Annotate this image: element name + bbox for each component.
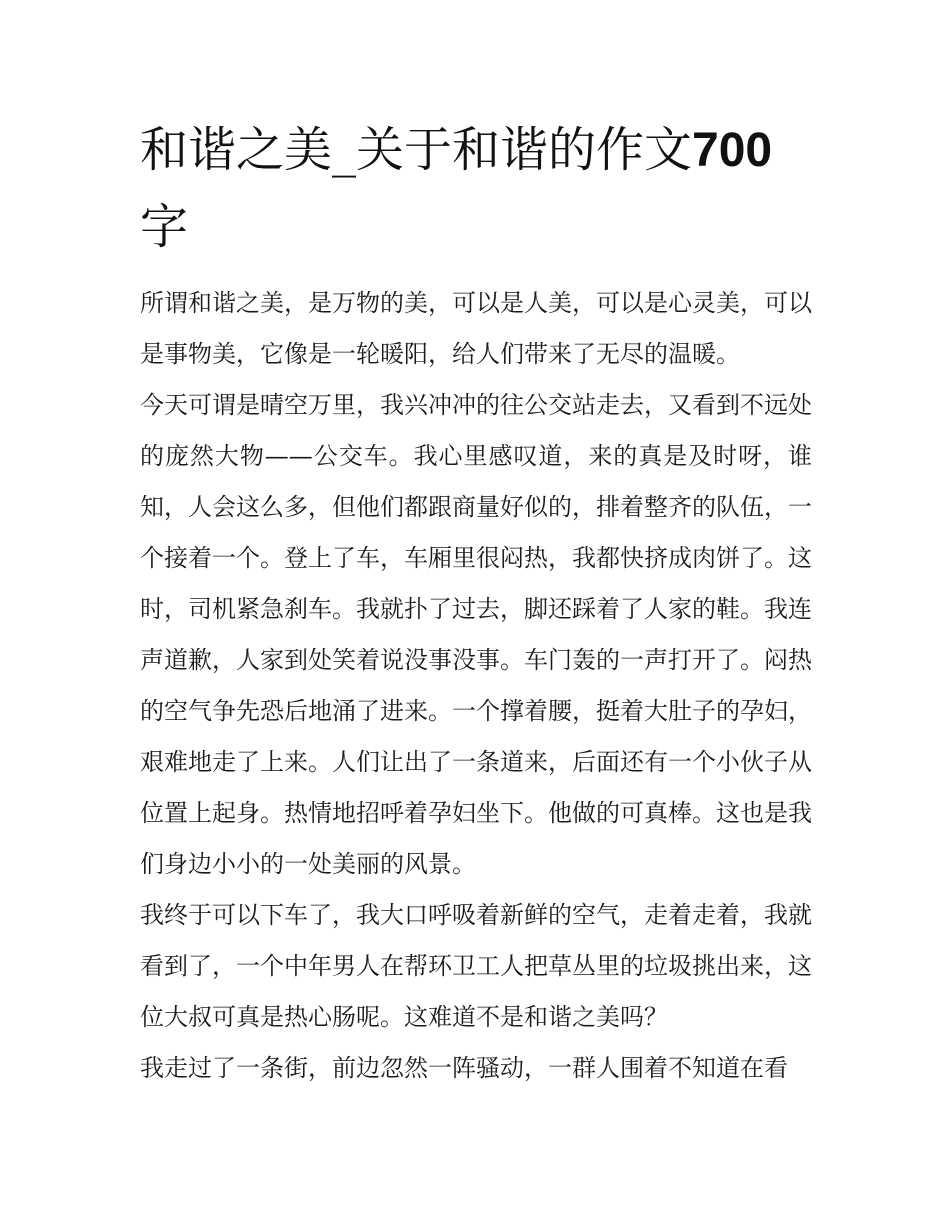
- paragraph-3: 我终于可以下车了，我大口呼吸着新鲜的空气，走着走着，我就看到了，一个中年男人在帮环卫工人把草丛里的垃圾挑出来，这位大叔可真是热心肠呢。这难道不是和谐之美吗？: [140, 901, 812, 1031]
- title-number: 700: [692, 124, 773, 177]
- title-main: 和谐之美_关于和谐的作文: [140, 122, 693, 178]
- paragraph-4: 我走过了一条街，前边忽然一阵骚动，一群人围着不知道在看: [140, 1054, 788, 1082]
- paragraph-1: 所谓和谐之美，是万物的美，可以是人美，可以是心灵美，可以是事物美，它像是一轮暖阳，给人们带来了无尽的温暖。: [140, 289, 812, 368]
- paragraph-2: 今天可谓是晴空万里，我兴冲冲的往公交站走去，又看到不远处的庞然大物——公交车。我心里感叹道，来的真是及时呀，谁知，人会这么多，但他们都跟商量好似的，排着整齐的队伍，一个接着一个。登上了车，车厢里很闷热，我都快挤成肉饼了。这时，司机紧急刹车。我就扑了过去，脚还踩着了人家的鞋。我连声道歉，人家到处笑着说没事没事。车门轰的一声打开了。闷热的空气争先恐后地涌了进来。一个撑着腰，挺着大肚子的孕妇，艰难地走了上来。人们让出了一条道来，后面还有一个小伙子从位置上起身。热情地招呼着孕妇坐下。他做的可真棒。这也是我们身边小小的一处美丽的风景。: [140, 391, 812, 878]
- document-title: [140, 112, 820, 265]
- document-body: [140, 278, 812, 1094]
- title-suffix: 字: [140, 199, 189, 255]
